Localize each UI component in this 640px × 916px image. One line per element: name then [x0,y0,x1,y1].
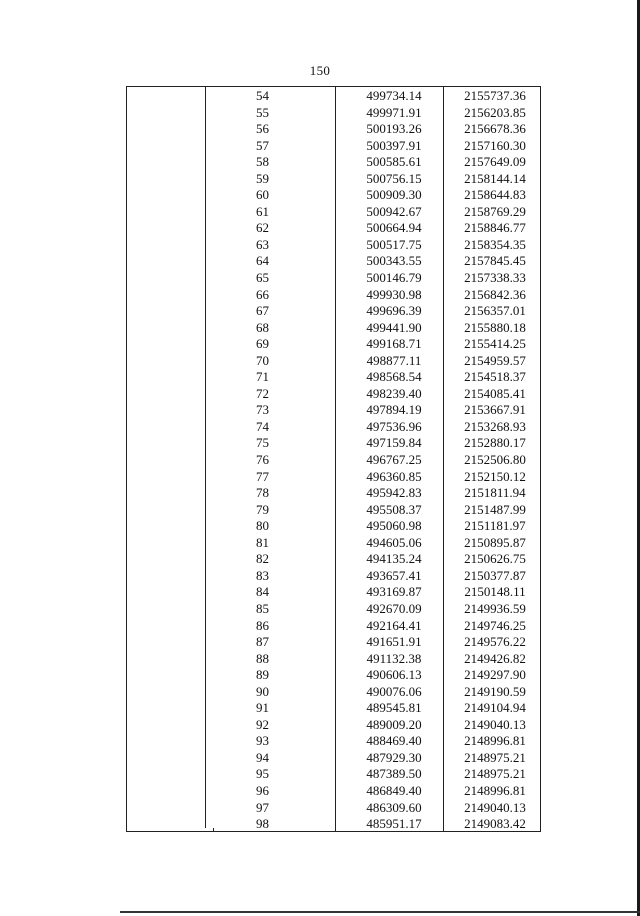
point-number-cell: 78 [256,485,269,501]
x-coordinate-cell: 495508.37 [366,501,422,517]
point-number-cell: 56 [256,121,269,137]
y-coordinate-cell: 2152506.80 [464,452,526,468]
table-row [0,402,640,419]
x-coordinate-cell: 497894.19 [366,402,422,418]
point-number-cell: 89 [256,667,269,683]
y-coordinate-cell: 2155737.36 [464,88,526,103]
x-coordinate-cell: 500343.55 [366,253,422,269]
point-number-cell: 96 [256,782,269,798]
y-coordinate-cell: 2148996.81 [464,782,526,798]
table-row [0,783,640,800]
point-number-cell: 68 [256,319,269,335]
point-number-cell: 97 [256,799,269,815]
x-coordinate-cell: 499168.71 [366,336,422,352]
x-coordinate-cell: 487389.50 [366,766,422,782]
y-coordinate-cell: 2149104.94 [464,700,526,716]
y-coordinate-cell: 2151181.97 [464,518,526,534]
point-number-cell: 55 [256,104,269,120]
y-coordinate-cell: 2158354.35 [464,236,526,252]
table-row [0,105,640,122]
point-number-cell: 67 [256,303,269,319]
point-number-cell: 82 [256,551,269,567]
x-coordinate-cell: 500193.26 [366,121,422,137]
y-coordinate-cell: 2150895.87 [464,534,526,550]
y-coordinate-cell: 2155414.25 [464,336,526,352]
table-row [0,518,640,535]
table-row [0,601,640,618]
y-coordinate-cell: 2150626.75 [464,551,526,567]
y-coordinate-cell: 2149083.42 [464,816,526,832]
x-coordinate-cell: 486309.60 [366,799,422,815]
x-coordinate-cell: 499441.90 [366,319,422,335]
y-coordinate-cell: 2156678.36 [464,121,526,137]
point-number-cell: 61 [256,203,269,219]
point-number-cell: 98 [256,816,269,832]
x-coordinate-cell: 499734.14 [366,88,422,103]
point-number-cell: 63 [256,236,269,252]
point-number-cell: 77 [256,468,269,484]
table-row [0,733,640,750]
y-coordinate-cell: 2150148.11 [464,584,526,600]
y-coordinate-cell: 2149190.59 [464,683,526,699]
table-row [0,535,640,552]
y-coordinate-cell: 2148996.81 [464,733,526,749]
y-coordinate-cell: 2148975.21 [464,749,526,765]
table-row [0,270,640,287]
point-number-cell: 92 [256,716,269,732]
y-coordinate-cell: 2155880.18 [464,319,526,335]
table-row [0,303,640,320]
x-coordinate-cell: 489545.81 [366,700,422,716]
x-coordinate-cell: 497159.84 [366,435,422,451]
table-row [0,220,640,237]
table-row [0,750,640,767]
point-number-cell: 73 [256,402,269,418]
point-number-cell: 58 [256,154,269,170]
table-row [0,584,640,601]
table-row [0,700,640,717]
y-coordinate-cell: 2156842.36 [464,286,526,302]
table-row [0,287,640,304]
table-row [0,634,640,651]
table-row [0,485,640,502]
point-number-cell: 95 [256,766,269,782]
y-coordinate-cell: 2158769.29 [464,203,526,219]
table-row [0,88,640,105]
y-coordinate-cell: 2156357.01 [464,303,526,319]
x-coordinate-cell: 496767.25 [366,452,422,468]
table-row [0,204,640,221]
table-row [0,121,640,138]
point-number-cell: 65 [256,270,269,286]
point-number-cell: 88 [256,650,269,666]
table-row [0,568,640,585]
point-number-cell: 54 [256,88,269,103]
y-coordinate-cell: 2154959.57 [464,352,526,368]
y-coordinate-cell: 2149040.13 [464,799,526,815]
table-row [0,138,640,155]
y-coordinate-cell: 2151811.94 [464,485,526,501]
x-coordinate-cell: 499930.98 [366,286,422,302]
y-coordinate-cell: 2149297.90 [464,667,526,683]
point-number-cell: 72 [256,385,269,401]
x-coordinate-cell: 500909.30 [366,187,422,203]
point-number-cell: 93 [256,733,269,749]
point-number-cell: 71 [256,369,269,385]
table-row [0,684,640,701]
point-number-cell: 83 [256,567,269,583]
x-coordinate-cell: 500146.79 [366,270,422,286]
point-number-cell: 60 [256,187,269,203]
x-coordinate-cell: 500585.61 [366,154,422,170]
point-number-cell: 64 [256,253,269,269]
y-coordinate-cell: 2158644.83 [464,187,526,203]
point-number-cell: 59 [256,170,269,186]
point-number-cell: 91 [256,700,269,716]
table-row [0,253,640,270]
x-coordinate-cell: 500664.94 [366,220,422,236]
point-number-cell: 84 [256,584,269,600]
point-number-cell: 69 [256,336,269,352]
point-number-cell: 86 [256,617,269,633]
table-row [0,502,640,519]
y-coordinate-cell: 2152880.17 [464,435,526,451]
y-coordinate-cell: 2149576.22 [464,634,526,650]
x-coordinate-cell: 490606.13 [366,667,422,683]
x-coordinate-cell: 497536.96 [366,418,422,434]
x-coordinate-cell: 500517.75 [366,236,422,252]
x-coordinate-cell: 490076.06 [366,683,422,699]
y-coordinate-cell: 2158144.14 [464,170,526,186]
point-number-cell: 70 [256,352,269,368]
table-row [0,651,640,668]
y-coordinate-cell: 2152150.12 [464,468,526,484]
y-coordinate-cell: 2150377.87 [464,567,526,583]
x-coordinate-cell: 488469.40 [366,733,422,749]
y-coordinate-cell: 2157338.33 [464,270,526,286]
x-coordinate-cell: 500397.91 [366,137,422,153]
x-coordinate-cell: 496360.85 [366,468,422,484]
y-coordinate-cell: 2153667.91 [464,402,526,418]
y-coordinate-cell: 2153268.93 [464,418,526,434]
x-coordinate-cell: 498877.11 [366,352,422,368]
x-coordinate-cell: 500756.15 [366,170,422,186]
x-coordinate-cell: 498568.54 [366,369,422,385]
x-coordinate-cell: 493169.87 [366,584,422,600]
point-number-cell: 76 [256,452,269,468]
x-coordinate-cell: 491132.38 [366,650,422,666]
table-row [0,667,640,684]
table-row [0,800,640,817]
point-number-cell: 90 [256,683,269,699]
y-coordinate-cell: 2154085.41 [464,385,526,401]
point-number-cell: 79 [256,501,269,517]
table-row [0,171,640,188]
y-coordinate-cell: 2149936.59 [464,600,526,616]
y-coordinate-cell: 2157845.45 [464,253,526,269]
table-row [0,353,640,370]
point-number-cell: 74 [256,418,269,434]
x-coordinate-cell: 492164.41 [366,617,422,633]
y-coordinate-cell: 2148975.21 [464,766,526,782]
table-row [0,187,640,204]
x-coordinate-cell: 495060.98 [366,518,422,534]
y-coordinate-cell: 2158846.77 [464,220,526,236]
x-coordinate-cell: 489009.20 [366,716,422,732]
y-coordinate-cell: 2151487.99 [464,501,526,517]
y-coordinate-cell: 2157649.09 [464,154,526,170]
scan-edge-bottom [120,911,640,913]
table-body [0,88,640,833]
y-coordinate-cell: 2149426.82 [464,650,526,666]
table-row [0,320,640,337]
point-number-cell: 80 [256,518,269,534]
table-row [0,369,640,386]
point-number-cell: 62 [256,220,269,236]
y-coordinate-cell: 2149040.13 [464,716,526,732]
table-row [0,618,640,635]
x-coordinate-cell: 487929.30 [366,749,422,765]
x-coordinate-cell: 499971.91 [366,104,422,120]
table-row [0,469,640,486]
table-row [0,452,640,469]
x-coordinate-cell: 491651.91 [366,634,422,650]
table-row [0,551,640,568]
point-number-cell: 57 [256,137,269,153]
table-row [0,435,640,452]
x-coordinate-cell: 499696.39 [366,303,422,319]
x-coordinate-cell: 493657.41 [366,567,422,583]
x-coordinate-cell: 485951.17 [366,816,422,832]
table-row [0,154,640,171]
point-number-cell: 66 [256,286,269,302]
point-number-cell: 85 [256,600,269,616]
table-row [0,419,640,436]
table-row [0,717,640,734]
x-coordinate-cell: 495942.83 [366,485,422,501]
x-coordinate-cell: 498239.40 [366,385,422,401]
y-coordinate-cell: 2157160.30 [464,137,526,153]
table-row [0,816,640,833]
table-row [0,766,640,783]
y-coordinate-cell: 2149746.25 [464,617,526,633]
table-row [0,336,640,353]
x-coordinate-cell: 486849.40 [366,782,422,798]
x-coordinate-cell: 492670.09 [366,600,422,616]
point-number-cell: 94 [256,749,269,765]
table-row [0,237,640,254]
point-number-cell: 87 [256,634,269,650]
x-coordinate-cell: 500942.67 [366,203,422,219]
table-row [0,386,640,403]
point-number-cell: 75 [256,435,269,451]
y-coordinate-cell: 2156203.85 [464,104,526,120]
x-coordinate-cell: 494135.24 [366,551,422,567]
point-number-cell: 81 [256,534,269,550]
x-coordinate-cell: 494605.06 [366,534,422,550]
page-number: 150 [309,63,331,78]
y-coordinate-cell: 2154518.37 [464,369,526,385]
